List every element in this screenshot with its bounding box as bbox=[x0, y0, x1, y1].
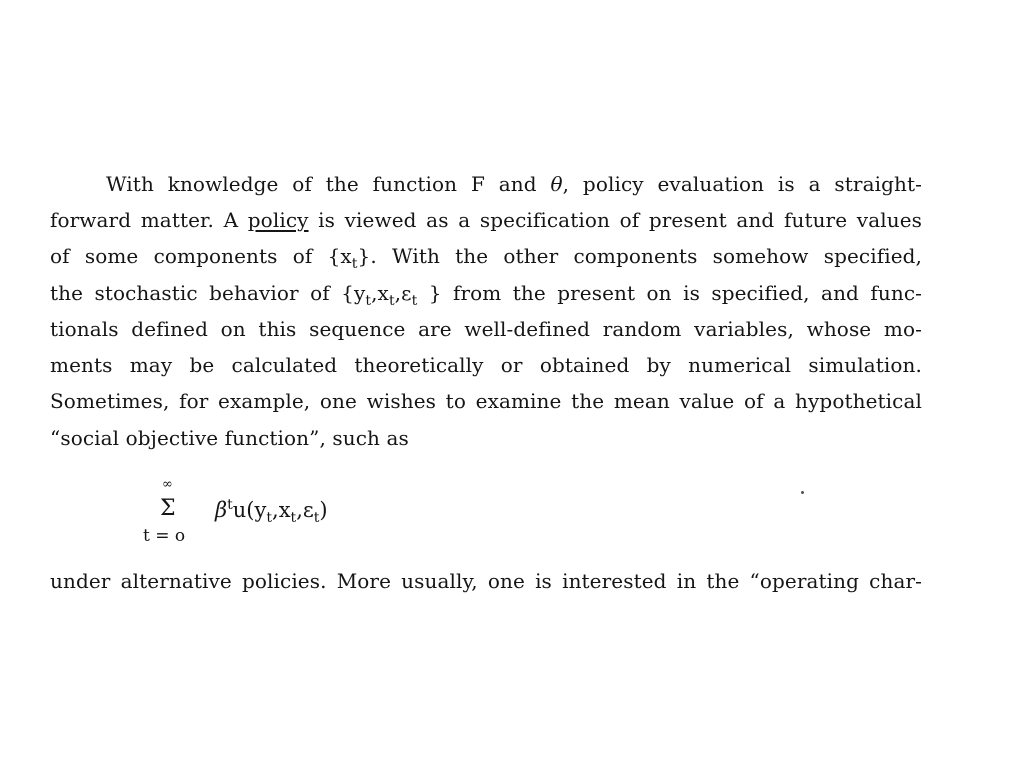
sum-lower-limit: t = o bbox=[143, 526, 186, 546]
stray-dot-mark bbox=[801, 491, 804, 494]
underlined-term-policy: policy bbox=[247, 208, 309, 232]
text-line-9: under alternative policies. More usually, one is interested in the “operating char- bbox=[50, 569, 922, 593]
symbol-theta: θ bbox=[550, 172, 563, 196]
sum-upper-limit: ∞ bbox=[162, 477, 173, 492]
text-line-4: the stochastic behavior of {$y_t,x_t,\varepsilon_t$ } from the present on is specified, and func- bbox=[50, 281, 922, 309]
text-line-3: of some components of $\{x_t\}$. With the other components somehow specified, bbox=[50, 244, 922, 272]
sigma-symbol: Σ bbox=[160, 496, 176, 521]
text-line-2: forward matter. A policy is viewed as a specification of present and future values bbox=[50, 208, 922, 232]
text-line-7: Sometimes, for example, one wishes to examine the mean value of a hypothetical bbox=[50, 389, 922, 413]
text-line-6: ments may be calculated theoretically or obtained by numerical simulation. bbox=[50, 353, 922, 377]
summand: $\beta^tu(y_t,x_t,\varepsilon_t)$ bbox=[215, 497, 328, 526]
text-line-8: “social objective function”, such as bbox=[50, 426, 409, 450]
symbol-F: F bbox=[470, 172, 485, 196]
text-line-1: With knowledge of the function F and θ, policy evaluation is a straight- bbox=[106, 172, 922, 196]
text-line-5: tionals defined on this sequence are well-defined random variables, whose mo- bbox=[50, 317, 922, 341]
